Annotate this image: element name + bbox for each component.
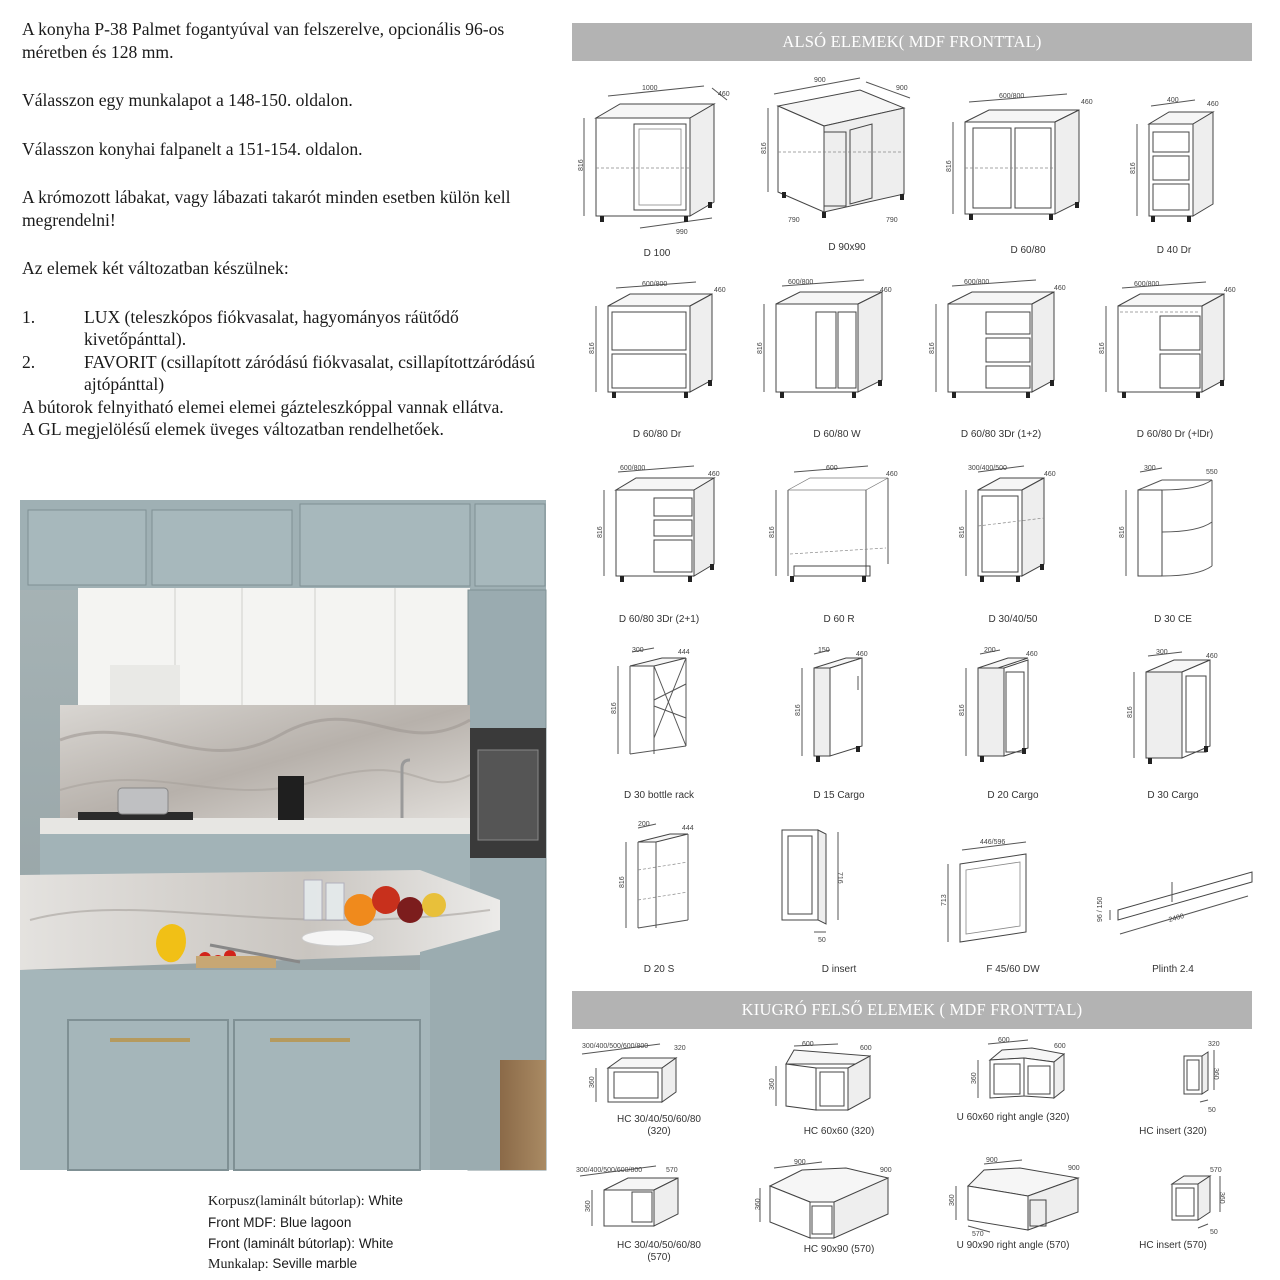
unit-d-insert [754, 820, 924, 976]
unit-hc-570-label-depth: (570) [647, 1252, 671, 1263]
unit-hc-insert-320 [1088, 1040, 1258, 1138]
spec-key: Munkalap: [208, 1257, 269, 1273]
unit-d60-80-3dr-1-2-drawing [916, 278, 1086, 426]
version-item-lux [22, 306, 547, 351]
unit-u-90x90-depth: 900 [1068, 1165, 1080, 1172]
section-header-upper-units: KIUGRÓ FELSŐ ELEMEK ( MDF FRONTTAL) [572, 991, 1252, 1029]
version-item-number: 1. [22, 306, 36, 327]
unit-hc-570-depth: 570 [666, 1167, 678, 1174]
version-item-number: 2. [22, 351, 36, 372]
unit-d30-40-50 [928, 462, 1098, 626]
unit-d20-cargo [928, 646, 1098, 802]
unit-f45-60dw-drawing [928, 820, 1098, 954]
unit-plinth-drawing [1088, 820, 1258, 954]
unit-d90x90-height: 816 [761, 142, 768, 154]
unit-u-90x90-width: 900 [986, 1157, 998, 1164]
unit-d20s-label: D 20 S [643, 964, 675, 975]
unit-hc-320-label: HC 30/40/50/60/80 [617, 1114, 701, 1125]
unit-f45-60dw-width: 446/596 [980, 839, 1006, 846]
unit-plinth-length: 2400 [1168, 912, 1185, 924]
unit-hc-90x90-height: 360 [755, 1198, 762, 1210]
unit-d60-80-dr-ldr [1090, 278, 1260, 441]
unit-hc-90x90-label: HC 90x90 (570) [803, 1244, 875, 1255]
unit-f45-60dw [928, 820, 1098, 976]
unit-hc-570-height: 360 [585, 1200, 592, 1212]
version-item-text: LUX (teleszkópos fiókvasalat, hagyományos ráütődő kivetőpánttal). [84, 306, 459, 349]
unit-d100-depth: 460 [718, 91, 730, 98]
unit-d40dr-label: D 40 Dr [1156, 245, 1192, 256]
unit-hc-570-label: HC 30/40/50/60/80 [617, 1240, 701, 1251]
unit-hc-570 [574, 1162, 744, 1264]
section-header-lower-units: ALSÓ ELEMEK( MDF FRONTTAL) [572, 23, 1252, 61]
unit-d60r-height: 816 [769, 526, 776, 538]
unit-d60-80-w-depth: 460 [880, 287, 892, 294]
unit-d100 [572, 78, 742, 260]
unit-d60-80-dr-ldr-height: 816 [1099, 342, 1106, 354]
unit-hc-320-height: 360 [589, 1076, 596, 1088]
unit-u-90x90-label: U 90x90 right angle (570) [956, 1240, 1070, 1251]
unit-d60r-width: 600 [826, 465, 838, 472]
unit-d20-cargo-drawing [928, 646, 1098, 780]
unit-d60-80-label: D 60/80 [1010, 245, 1046, 256]
unit-d90x90-back-right: 790 [886, 217, 898, 224]
unit-u-60x60-width: 600 [998, 1037, 1010, 1044]
unit-d60-80-w-drawing [752, 278, 922, 426]
unit-d20s-width: 200 [638, 821, 650, 828]
unit-d60-80-dr-drawing [572, 278, 742, 426]
unit-d60-80-dr-ldr-label: D 60/80 Dr (+lDr) [1136, 429, 1214, 440]
unit-d90x90-depth: 900 [896, 85, 908, 92]
unit-d60r-label: D 60 R [823, 614, 855, 625]
unit-d30-cargo-height: 816 [1127, 706, 1134, 718]
spec-value: White [355, 1235, 394, 1251]
unit-d40dr-drawing [1089, 88, 1259, 243]
unit-d60-80-3dr-2-1 [574, 462, 744, 626]
unit-hc-insert-570-depth: 570 [1210, 1167, 1222, 1174]
unit-hc-insert-320-depth: 320 [1208, 1041, 1220, 1048]
unit-d60-80-3dr-1-2-label: D 60/80 3Dr (1+2) [960, 429, 1042, 440]
unit-hc-insert-570 [1088, 1162, 1258, 1252]
unit-d30ce-drawing [1088, 462, 1258, 610]
unit-d60-80-dr-depth: 460 [714, 287, 726, 294]
unit-d60-80-3dr-2-1-height: 816 [597, 526, 604, 538]
unit-d30-cargo-depth: 460 [1206, 653, 1218, 660]
unit-hc-320-depth: 320 [674, 1045, 686, 1052]
unit-d60-80-3dr-1-2-height: 816 [929, 342, 936, 354]
unit-d60-80-depth: 460 [1081, 99, 1093, 106]
unit-d-insert-drawing [754, 820, 924, 954]
unit-hc-320 [574, 1040, 744, 1138]
unit-hc-insert-570-front: 50 [1210, 1229, 1218, 1236]
spec-row-worktop [208, 1254, 548, 1276]
unit-d30-40-50-label: D 30/40/50 [988, 614, 1038, 625]
unit-d60-80-3dr-1-2-depth: 460 [1054, 285, 1066, 292]
unit-d60r-depth: 460 [886, 471, 898, 478]
unit-d15-cargo-drawing [754, 646, 924, 780]
unit-d60r-drawing [754, 462, 924, 610]
intro-legs-note: A krómozott lábakat, vagy lábazati takarót minden esetben külön kell megrendelni! [22, 187, 511, 230]
unit-d30-cargo-width: 300 [1156, 649, 1168, 656]
intro-text [22, 18, 547, 441]
unit-d60-80 [943, 88, 1113, 257]
unit-hc-insert-320-label: HC insert (320) [1139, 1126, 1207, 1137]
intro-handle-note: A konyha P-38 Palmet fogantyúval van felszerelve, opcionális 96-os méretben és 128 mm. [22, 19, 505, 62]
unit-d30ce-label: D 30 CE [1154, 614, 1192, 625]
unit-d90x90 [762, 72, 932, 254]
unit-d-insert-label: D insert [821, 964, 857, 975]
unit-hc-60x60-height: 360 [769, 1078, 776, 1090]
unit-d100-back: 990 [676, 229, 688, 236]
unit-u-90x90-height: 360 [949, 1194, 956, 1206]
unit-d60-80-dr-width: 600/800 [642, 281, 668, 288]
unit-f45-60dw-label: F 45/60 DW [986, 964, 1040, 975]
unit-hc-insert-570-height: 360 [1218, 1192, 1225, 1204]
unit-plinth [1088, 820, 1258, 976]
unit-d20s-height: 816 [619, 876, 626, 888]
unit-d100-height: 816 [578, 159, 585, 171]
unit-hc-insert-320-height: 360 [1212, 1068, 1219, 1080]
unit-d40dr-width: 400 [1167, 97, 1179, 104]
unit-d30-40-50-height: 816 [959, 526, 966, 538]
unit-d60-80-w-width: 600/800 [788, 279, 814, 286]
unit-hc-90x90 [754, 1158, 924, 1256]
unit-d30-cargo [1088, 646, 1258, 802]
spec-key: Front MDF: [208, 1214, 277, 1230]
unit-d20-cargo-label: D 20 Cargo [987, 790, 1039, 801]
unit-d30-bottle-rack-drawing [574, 646, 744, 780]
unit-u-60x60-label: U 60x60 right angle (320) [956, 1112, 1070, 1123]
unit-hc-60x60-label: HC 60x60 (320) [803, 1126, 875, 1137]
unit-d40dr [1089, 88, 1259, 257]
unit-d20s [574, 820, 744, 976]
unit-d30-bottle-rack-height: 816 [611, 702, 618, 714]
unit-hc-60x60-width: 600 [802, 1041, 814, 1048]
spec-key: Korpusz(laminált bútorlap): [208, 1194, 365, 1209]
spec-row-carcass [208, 1191, 548, 1213]
unit-hc-570-width: 300/400/500/600/800 [576, 1167, 643, 1174]
unit-d60-80-3dr-2-1-width: 600/800 [620, 465, 646, 472]
spec-row-front-laminate [208, 1234, 548, 1255]
unit-d60-80-3dr-2-1-drawing [574, 462, 744, 610]
unit-d60-80-3dr-1-2-width: 600/800 [964, 279, 990, 286]
unit-d20-cargo-width: 200 [984, 647, 996, 654]
unit-plinth-label: Plinth 2.4 [1152, 964, 1194, 975]
unit-d60-80-3dr-2-1-label: D 60/80 3Dr (2+1) [618, 614, 700, 625]
version-item-favorit [22, 351, 547, 396]
unit-d40dr-depth: 460 [1207, 101, 1219, 108]
unit-d60-80-dr-ldr-depth: 460 [1224, 287, 1236, 294]
unit-hc-90x90-drawing [754, 1158, 924, 1240]
unit-d60-80-3dr-2-1-depth: 460 [708, 471, 720, 478]
unit-d60-80-dr-label: D 60/80 Dr [632, 429, 682, 440]
spec-value: White [364, 1193, 403, 1208]
unit-u-90x90 [928, 1156, 1098, 1252]
unit-d30-bottle-rack-width: 300 [632, 647, 644, 654]
unit-hc-insert-570-drawing [1088, 1162, 1258, 1236]
unit-d15-cargo-label: D 15 Cargo [813, 790, 865, 801]
intro-versions-heading: Az elemek két változatban készülnek: [22, 258, 289, 278]
unit-d-insert-depth: 50 [818, 937, 826, 944]
unit-d30-40-50-depth: 460 [1044, 471, 1056, 478]
unit-d60-80-w-label: D 60/80 W [813, 429, 861, 440]
spec-value: Blue lagoon [276, 1214, 352, 1230]
unit-d60r [754, 462, 924, 626]
unit-d60-80-drawing [943, 88, 1113, 243]
unit-d30ce-height: 816 [1119, 526, 1126, 538]
material-specs [208, 1191, 548, 1276]
version-item-text: FAVORIT (csillapított záródású fiókvasalat, csillapítottzáródású ajtópánttal) [84, 351, 535, 394]
unit-d30-40-50-width: 300/400/500 [968, 465, 1007, 472]
unit-d60-80-w [752, 278, 922, 441]
kitchen-photo [20, 500, 546, 1170]
unit-u-60x60 [928, 1036, 1098, 1124]
unit-d20-cargo-depth: 460 [1026, 651, 1038, 658]
unit-d30ce [1088, 462, 1258, 626]
unit-hc-insert-570-label: HC insert (570) [1139, 1240, 1207, 1251]
unit-d90x90-width: 900 [814, 77, 826, 84]
spec-key: Front (laminált bútorlap): [208, 1235, 356, 1251]
unit-hc-320-label-depth: (320) [647, 1126, 671, 1137]
unit-d60-80-height: 816 [946, 160, 953, 172]
intro-gas-lift-note: A bútorok felnyitható elemei elemei gázteleszkóppal vannak ellátva. [22, 396, 504, 417]
unit-d20s-drawing [574, 820, 744, 954]
unit-d60-80-dr [572, 278, 742, 441]
unit-d30-cargo-label: D 30 Cargo [1147, 790, 1199, 801]
unit-d30-cargo-drawing [1088, 646, 1258, 780]
unit-d60-80-dr-height: 816 [589, 342, 596, 354]
unit-d90x90-label: D 90x90 [828, 242, 866, 253]
unit-u-60x60-height: 360 [971, 1072, 978, 1084]
unit-d30-bottle-rack [574, 646, 744, 802]
spec-row-front-mdf [208, 1213, 548, 1234]
unit-d100-width: 1000 [642, 85, 658, 92]
unit-d30ce-width: 300 [1144, 465, 1156, 472]
spec-value: Seville marble [268, 1256, 358, 1272]
unit-d100-drawing [572, 78, 742, 243]
unit-d20s-depth: 444 [682, 825, 694, 832]
unit-hc-60x60-drawing [754, 1040, 924, 1124]
unit-d30ce-depth: 550 [1206, 469, 1218, 476]
unit-d100-label: D 100 [643, 248, 671, 259]
unit-d60-80-dr-ldr-width: 600/800 [1134, 281, 1160, 288]
intro-glass-note: A GL megjelölésű elemek üveges változatban rendelhetőek. [22, 419, 444, 439]
unit-d20-cargo-height: 816 [959, 704, 966, 716]
unit-hc-90x90-width: 900 [794, 1159, 806, 1166]
unit-hc-570-drawing [574, 1162, 744, 1236]
unit-d15-cargo-width: 150 [818, 647, 830, 654]
intro-worktop-note: Válasszon egy munkalapot a 148-150. oldalon. [22, 90, 353, 110]
unit-d90x90-drawing [762, 72, 932, 242]
unit-d90x90-back-left: 790 [788, 217, 800, 224]
unit-hc-60x60 [754, 1040, 924, 1138]
unit-d30-bottle-rack-depth: 444 [678, 649, 690, 656]
unit-u-90x90-drawing [928, 1156, 1098, 1236]
unit-hc-insert-320-front: 50 [1208, 1107, 1216, 1114]
unit-u-60x60-drawing [928, 1036, 1098, 1110]
unit-d60-80-3dr-1-2 [916, 278, 1086, 441]
unit-hc-insert-320-drawing [1088, 1040, 1258, 1124]
unit-d15-cargo-depth: 460 [856, 651, 868, 658]
unit-d60-80-dr-ldr-drawing [1090, 278, 1260, 426]
unit-hc-60x60-depth: 600 [860, 1045, 872, 1052]
unit-d40dr-height: 816 [1130, 162, 1137, 174]
unit-d30-40-50-drawing [928, 462, 1098, 610]
unit-hc-90x90-depth: 900 [880, 1167, 892, 1174]
unit-d15-cargo-height: 816 [795, 704, 802, 716]
unit-u-90x90-side: 570 [972, 1231, 984, 1238]
unit-d60-80-w-height: 816 [757, 342, 764, 354]
unit-f45-60dw-height: 713 [941, 894, 948, 906]
unit-d60-80-width: 600/800 [999, 93, 1025, 100]
unit-hc-320-width: 300/400/500/600/800 [582, 1043, 649, 1050]
unit-d15-cargo [754, 646, 924, 802]
unit-d30-bottle-rack-label: D 30 bottle rack [623, 790, 695, 801]
unit-d-insert-height: 716 [836, 872, 843, 884]
unit-u-60x60-depth: 600 [1054, 1043, 1066, 1050]
intro-wallpanel-note: Válasszon konyhai falpanelt a 151-154. oldalon. [22, 138, 363, 159]
unit-plinth-height: 96 / 150 [1097, 896, 1104, 922]
unit-hc-320-drawing [574, 1040, 744, 1112]
